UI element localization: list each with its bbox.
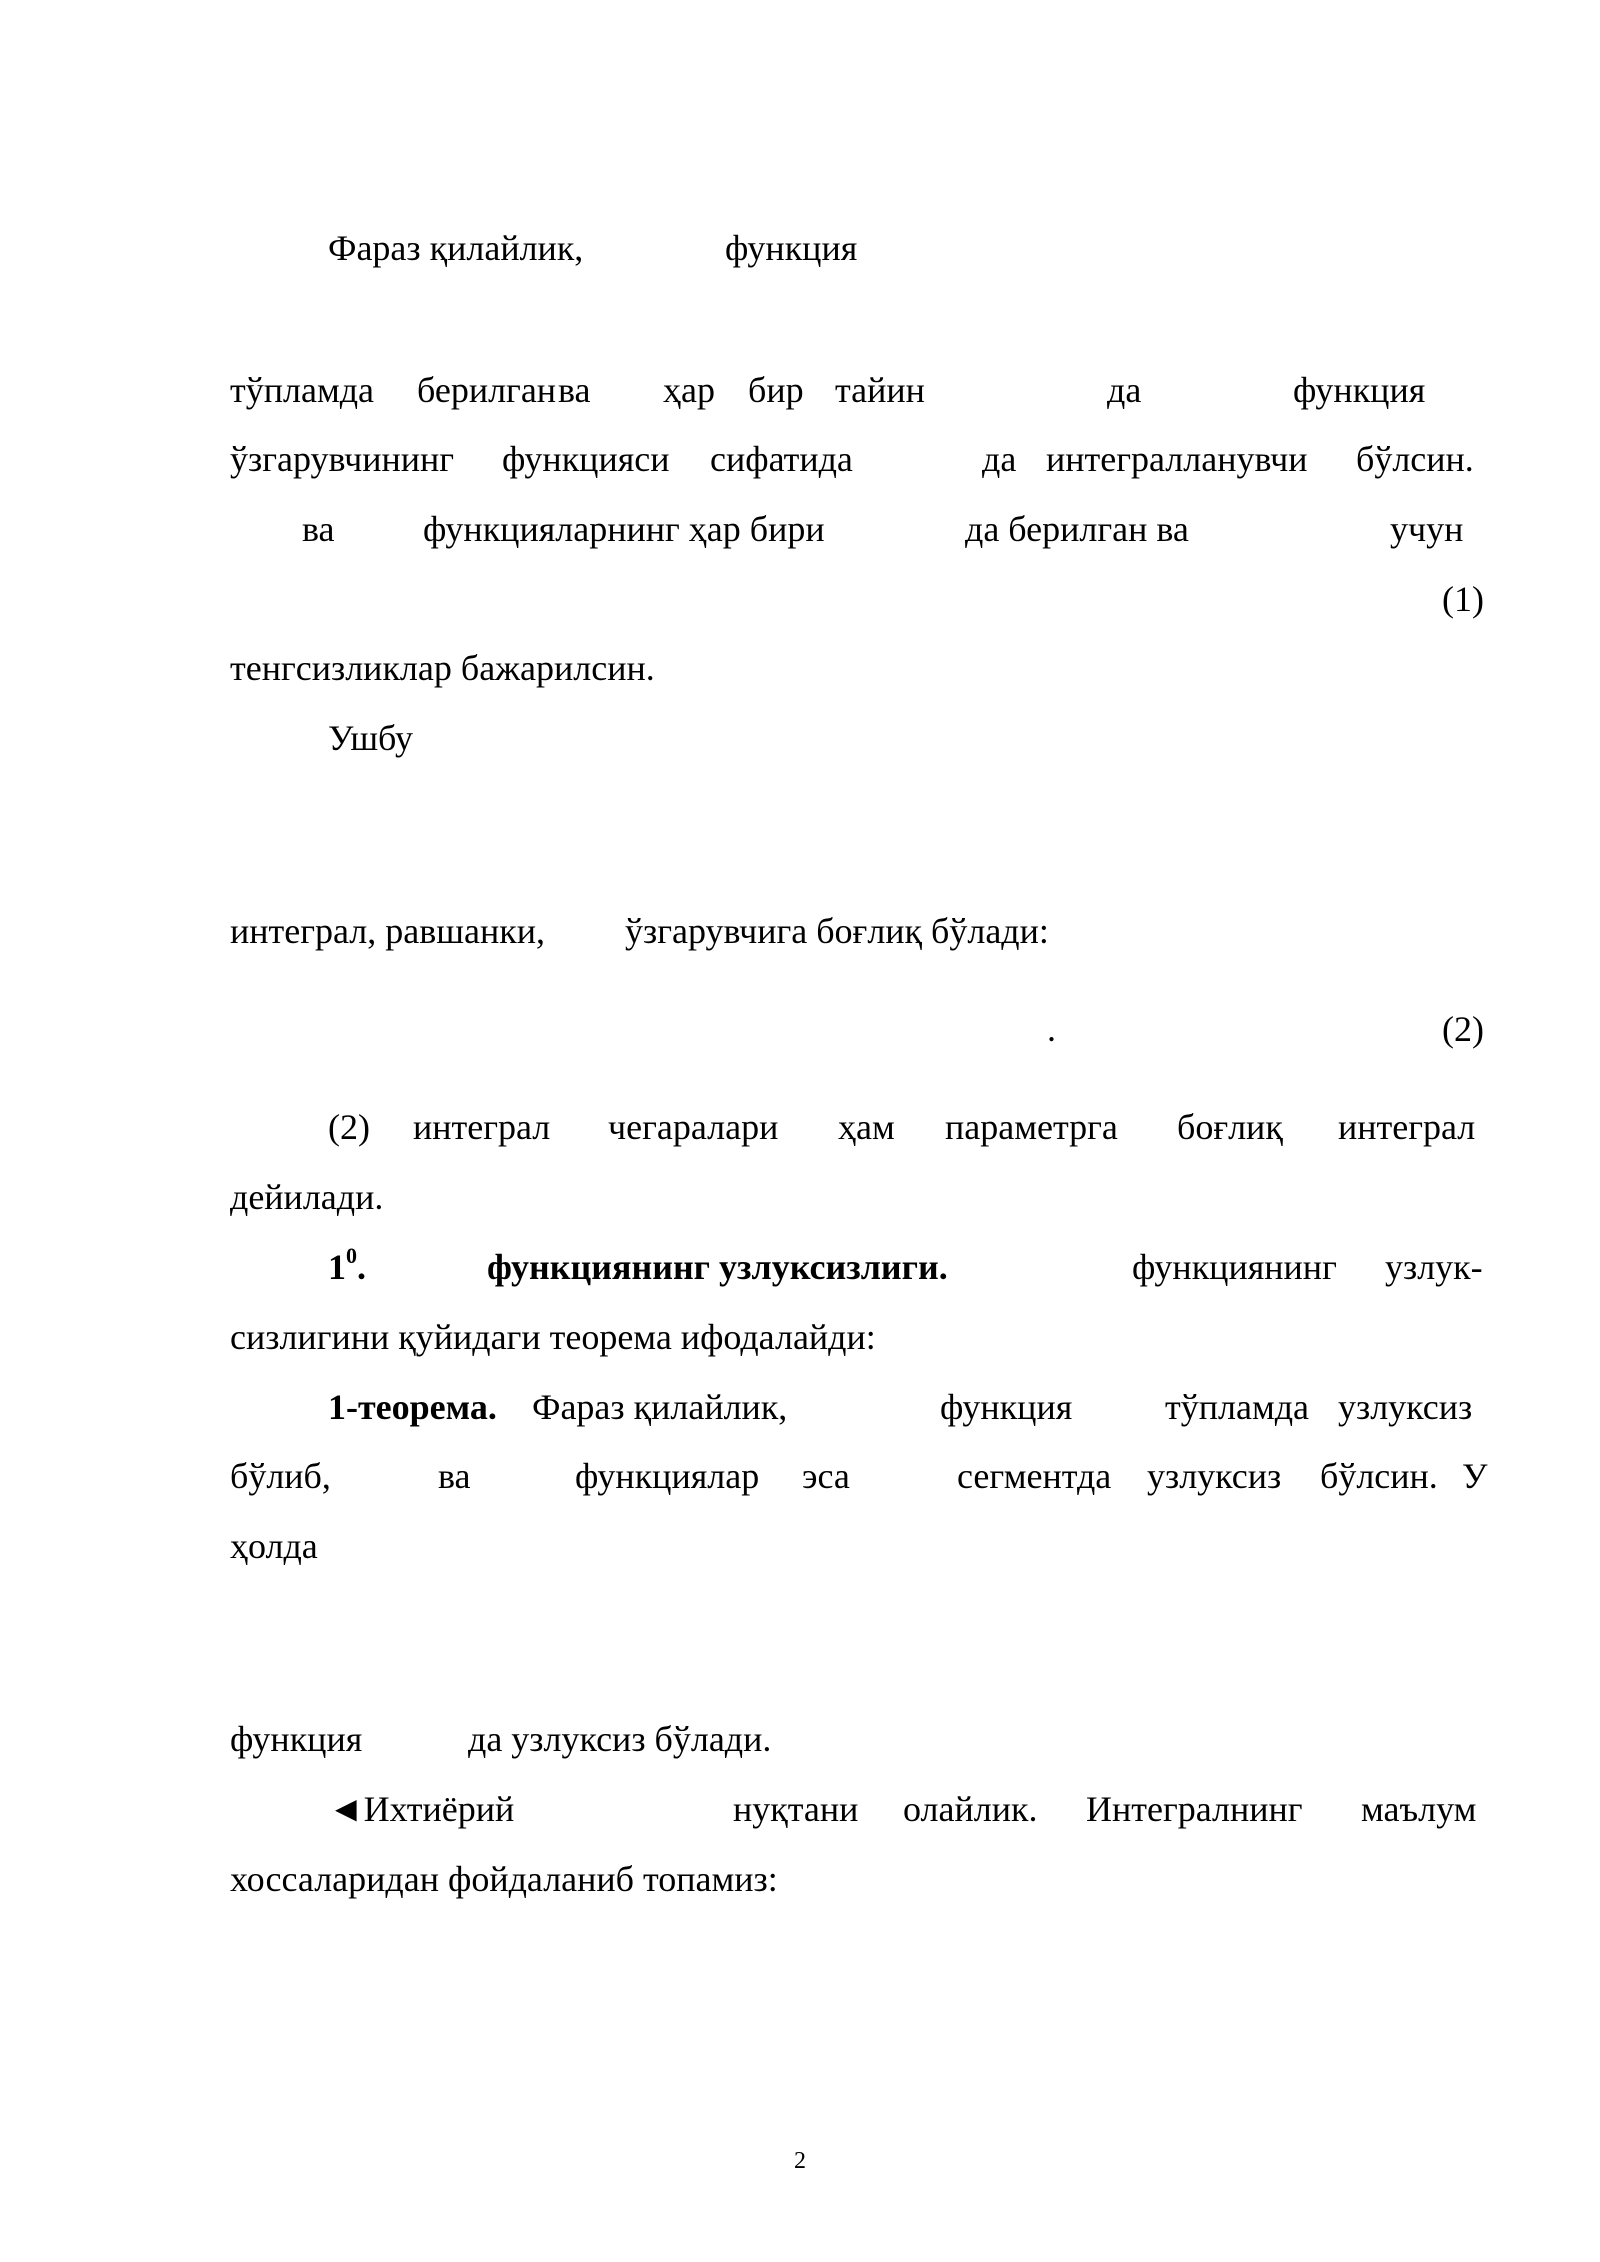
word: интегралланувчи: [1046, 439, 1308, 479]
word: хоссаларидан фойдаланиб топамиз:: [230, 1859, 778, 1899]
word: функциялар: [575, 1456, 760, 1496]
word: узлуксиз: [1147, 1456, 1282, 1496]
word: да узлуксиз бўлади.: [468, 1719, 772, 1759]
word: да: [982, 439, 1017, 479]
word: интеграл: [1338, 1107, 1476, 1147]
word: берилган: [417, 370, 557, 410]
word: сегментда: [957, 1456, 1112, 1496]
word: нуқтани: [733, 1789, 859, 1829]
word: тўпламда: [1165, 1387, 1310, 1427]
word: интеграл: [413, 1107, 551, 1147]
word: ва: [558, 370, 591, 410]
word: боғлиқ: [1177, 1107, 1283, 1147]
word: тенгсизликлар бажарилсин.: [230, 648, 655, 688]
word: ўзгарувчининг: [230, 439, 455, 479]
word: ◄Ихтиёрий: [328, 1789, 515, 1829]
word: бўлиб,: [230, 1456, 331, 1496]
word: интеграл, равшанки,: [230, 911, 545, 951]
word: функция: [940, 1387, 1073, 1427]
word: параметрга: [945, 1107, 1118, 1147]
word: функция: [725, 228, 858, 268]
word: (2): [328, 1107, 370, 1147]
word: функцияларнинг ҳар бири: [423, 509, 825, 549]
word: маълум: [1361, 1789, 1477, 1829]
word: Фараз қилайлик,: [532, 1387, 788, 1427]
word: тўпламда: [230, 370, 375, 410]
word: тайин: [835, 370, 925, 410]
word: узлук-: [1385, 1247, 1483, 1287]
word: функцияси: [502, 439, 670, 479]
equation-number: (2): [1442, 1009, 1484, 1049]
word: эса: [802, 1456, 850, 1496]
word: олайлик.: [903, 1789, 1038, 1829]
word: сизлигини қуйидаги теорема ифодалайди:: [230, 1317, 876, 1357]
word: ва: [438, 1456, 471, 1496]
word: чегаралари: [608, 1107, 779, 1147]
word: ҳар: [663, 370, 715, 410]
word: дейилади.: [230, 1177, 384, 1217]
word: да: [1107, 370, 1142, 410]
word: ўзгарувчига боғлиқ бўлади:: [625, 911, 1049, 951]
word: ҳолда: [230, 1526, 318, 1566]
word: сифатида: [710, 439, 853, 479]
word: Фараз қилайлик,: [328, 228, 584, 268]
word: учун: [1390, 509, 1464, 549]
word: бўлсин.: [1356, 439, 1474, 479]
section-heading: функциянинг узлуксизлиги.: [487, 1247, 948, 1287]
word: Ушбу: [328, 718, 413, 758]
word: ҳам: [838, 1107, 895, 1147]
word: бўлсин.: [1320, 1456, 1438, 1496]
word: У: [1462, 1456, 1488, 1496]
word: ва: [302, 509, 335, 549]
word: Интегралнинг: [1086, 1789, 1303, 1829]
page-number: 2: [794, 2148, 806, 2174]
word: бир: [748, 370, 804, 410]
section-number: $1^0$.: [328, 1243, 366, 1287]
word: функция: [230, 1719, 363, 1759]
word: .: [1047, 1009, 1056, 1049]
word: функциянинг: [1132, 1247, 1337, 1287]
theorem-label: 1-теорема.: [328, 1387, 497, 1427]
word: да берилган ва: [965, 509, 1189, 549]
equation-number: (1): [1442, 579, 1484, 619]
word: узлуксиз: [1338, 1387, 1473, 1427]
word: функция: [1293, 370, 1426, 410]
